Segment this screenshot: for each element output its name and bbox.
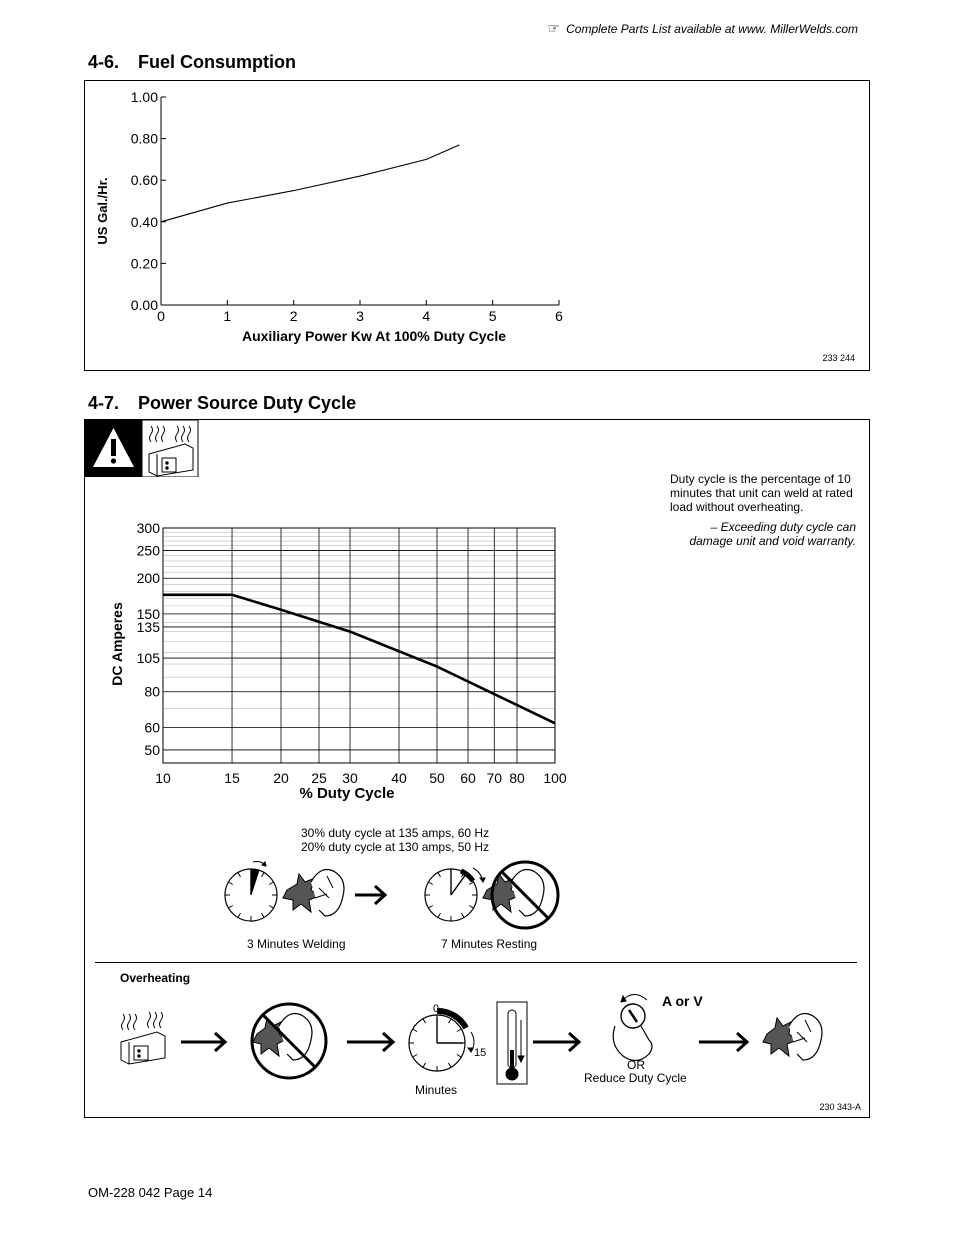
clock-tick — [228, 882, 232, 885]
rating-50hz: 20% duty cycle at 130 amps, 50 Hz — [301, 840, 490, 854]
x-tick-label: 3 — [356, 308, 364, 324]
x-tick-label: 0 — [157, 308, 165, 324]
duty-warning: – Exceeding duty cycle can damage unit and void warranty. — [689, 520, 856, 548]
clock-resting-icon — [425, 868, 485, 921]
parts-list-note — [548, 20, 858, 37]
clock-tick — [269, 882, 273, 885]
arrow-right-icon — [347, 1033, 393, 1051]
clock-tick — [438, 913, 441, 917]
pointing-hand-icon: ☞ — [547, 20, 561, 36]
y-tick-label: 0.00 — [130, 297, 158, 313]
minutes-label: Minutes — [415, 1083, 458, 1097]
y-tick-label: 0.20 — [130, 255, 158, 272]
duty-cycle-note — [670, 472, 856, 554]
y-tick-label: 200 — [136, 570, 160, 587]
clock-tick — [469, 906, 473, 909]
no-welding-icon — [252, 1004, 326, 1078]
fuel-chart-box — [84, 80, 870, 371]
clock-tick — [269, 906, 273, 909]
duty-ratings — [301, 826, 489, 854]
x-axis-label: Auxiliary Power Kw At 100% Duty Cycle — [241, 328, 507, 344]
y-tick-label: 80 — [144, 683, 160, 700]
y-tick-label: 150 — [136, 605, 160, 622]
clock-tick — [262, 872, 265, 876]
timer-start-label: 0 — [433, 1003, 440, 1015]
welder-icon — [763, 1014, 822, 1060]
y-tick-label: 1.00 — [130, 89, 158, 105]
y-tick-label: 135 — [136, 618, 160, 635]
y-tick-label: 0.80 — [130, 130, 158, 147]
weld-rest-illustration — [215, 852, 575, 942]
fuel-section-number: 4-6. — [88, 52, 120, 72]
x-tick-label: 80 — [509, 770, 525, 786]
reduce-duty-label: Reduce Duty Cycle — [584, 1071, 687, 1085]
x-tick-label: 70 — [486, 770, 503, 786]
arrow-right-icon — [699, 1033, 747, 1051]
no-welding-icon — [483, 862, 558, 928]
clock-tick — [238, 913, 241, 917]
clock-tick — [428, 906, 432, 909]
or-label: OR — [627, 1058, 645, 1072]
x-axis-label: % Duty Cycle — [299, 785, 395, 802]
y-axis-label: DC Amperes — [109, 602, 125, 686]
clock-tick — [449, 1063, 452, 1067]
fuel-figure-id: 233 244 — [822, 353, 855, 363]
y-axis-label: US Gal./Hr. — [95, 177, 110, 245]
x-tick-label: 60 — [460, 770, 476, 786]
x-tick-label: 5 — [488, 308, 497, 324]
clock-tick — [438, 872, 441, 876]
x-tick-label: 40 — [391, 770, 407, 786]
thermometer-icon — [497, 1002, 527, 1084]
x-tick-label: 6 — [555, 308, 563, 324]
arrow-right-icon — [181, 1033, 225, 1051]
duty-definition: Duty cycle is the percentage of 10 minutes that unit can weld at rated load without overheating. — [670, 472, 853, 514]
clock-tick — [228, 906, 232, 909]
overheating-label: Overheating — [120, 971, 191, 985]
x-tick-label: 30 — [342, 770, 358, 786]
arrow-right-icon — [533, 1033, 579, 1051]
overheating-sequence — [85, 980, 869, 1110]
fuel-section-heading: Fuel Consumption — [138, 52, 296, 72]
clock-tick — [457, 1055, 461, 1058]
hot-unit-icon — [121, 1012, 165, 1064]
x-tick-label: 100 — [543, 770, 567, 786]
duty-section-title — [88, 393, 356, 414]
adjust-knob-icon — [613, 994, 652, 1060]
clock-tick — [469, 882, 473, 885]
cooling-timer-icon — [409, 1011, 474, 1071]
clock-tick — [262, 913, 265, 917]
y-tick-label: 250 — [136, 542, 160, 559]
x-tick-label: 50 — [429, 770, 445, 786]
x-tick-label: 20 — [273, 770, 289, 786]
section-divider — [95, 962, 857, 963]
clock-tick — [457, 1029, 461, 1032]
rating-60hz: 30% duty cycle at 135 amps, 60 Hz — [301, 826, 490, 840]
x-tick-label: 1 — [223, 308, 232, 324]
fuel-consumption-chart — [85, 81, 869, 370]
y-tick-label: 0.60 — [130, 172, 158, 189]
y-tick-label: 300 — [136, 520, 160, 536]
x-tick-label: 2 — [289, 308, 298, 324]
resting-label: 7 Minutes Resting — [441, 937, 538, 951]
clock-tick — [423, 1063, 426, 1067]
clock-tick — [413, 1055, 417, 1058]
x-tick-label: 10 — [155, 770, 171, 786]
duty-figure-id: 230 343-A — [819, 1102, 861, 1112]
knob-label: A or V — [662, 993, 703, 1009]
duty-section-heading: Power Source Duty Cycle — [138, 393, 357, 413]
timer-end-label: 15 — [474, 1047, 487, 1059]
arrow-right-icon — [355, 886, 385, 904]
fuel-section-title — [88, 52, 296, 73]
page-footer: OM-228 042 Page 14 — [88, 1185, 213, 1200]
fuel-series-line — [161, 145, 460, 222]
y-tick-label: 0.40 — [130, 213, 158, 230]
parts-list-text: Complete Parts List available at www. MillerWelds.com — [566, 22, 858, 36]
clock-tick — [238, 872, 241, 876]
welding-label: 3 Minutes Welding — [247, 937, 346, 951]
x-tick-label: 15 — [224, 770, 240, 786]
clock-welding-icon — [225, 862, 277, 922]
clock-tick — [462, 913, 465, 917]
y-tick-label: 60 — [144, 719, 160, 736]
x-tick-label: 4 — [422, 308, 431, 324]
x-tick-label: 25 — [311, 770, 327, 786]
clock-tick — [413, 1029, 417, 1032]
welder-icon — [283, 870, 344, 916]
clock-tick — [428, 882, 432, 885]
clock-tick — [423, 1019, 426, 1023]
duty-section-number: 4-7. — [88, 393, 120, 413]
y-tick-label: 105 — [136, 650, 160, 667]
y-tick-label: 50 — [144, 741, 160, 758]
clock-tick — [449, 1019, 452, 1023]
